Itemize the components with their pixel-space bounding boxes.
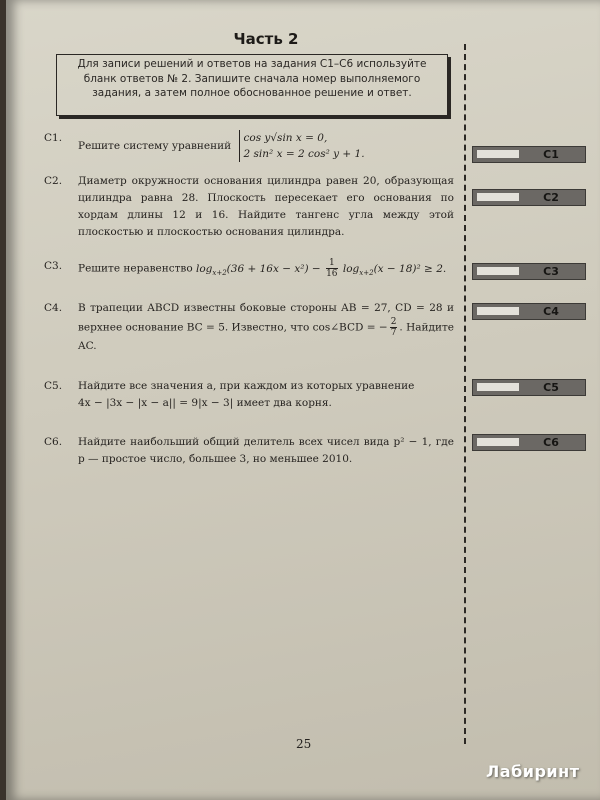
answer-box-c5 — [472, 379, 586, 396]
task-text: Решите неравенство — [78, 262, 193, 275]
task-text-a: В трапеции ABCD известны боковые стороны AB = 27, CD = 28 и верхнее основание BC = 5. Известно, что cos∠BCD = − — [78, 302, 454, 334]
answer-box-label: C6 — [543, 436, 559, 449]
answer-blank — [477, 150, 519, 158]
task-text: Диаметр окружности основания цилиндра равен 20, образующая цилиндра равна 28. Плоскость пересекает его основания по хордам длины 12 и 16. Найдите тангенс угла между этой плоскостью и плоскостью основания цилиндра. — [78, 175, 454, 238]
equation-1: cos y√sin x = 0, — [243, 132, 328, 144]
book-page — [6, 0, 600, 800]
answer-blank — [477, 193, 519, 201]
answer-blank — [477, 267, 519, 275]
task-c1 — [44, 130, 454, 162]
task-number: С3. — [44, 260, 63, 272]
answer-box-label: C1 — [543, 148, 559, 161]
log-term: $\log_{x+2}(36 + 16x - x^2)$ − — [195, 262, 321, 277]
task-c3 — [44, 258, 454, 282]
watermark-logo: Лабиринт — [486, 762, 580, 781]
fraction: $\frac{2}{7}$ — [390, 317, 397, 338]
answer-box-c6 — [472, 434, 586, 451]
page-number: 25 — [296, 737, 312, 751]
task-text: Решите систему уравнений — [78, 140, 232, 152]
task-number: С4. — [44, 302, 63, 314]
task-c5 — [44, 378, 454, 412]
task-number: С6. — [44, 436, 63, 448]
task-number: С1. — [44, 132, 63, 144]
task-number: С5. — [44, 380, 63, 392]
task-text-a: Найдите все значения a, при каждом из которых уравнение — [78, 380, 415, 392]
cut-line — [464, 44, 466, 744]
fraction: $\frac{1}{16}$ — [326, 258, 338, 279]
task-number: С2. — [44, 175, 63, 187]
equation-2: 2 sin² x = 2 cos² y + 1. — [243, 148, 365, 160]
equation-system — [239, 130, 365, 162]
answer-blank — [477, 307, 519, 315]
answer-blank — [477, 438, 519, 446]
answer-box-c2 — [472, 189, 586, 206]
instructions-box: Для записи решений и ответов на задания С1–С6 используйте бланк ответов № 2. Запишите сначала номер выполняемого задания, а затем полное обоснованное решение и ответ. — [56, 54, 448, 116]
answer-box-label: C4 — [543, 305, 559, 318]
answer-box-c3 — [472, 263, 586, 280]
answer-box-c1 — [472, 146, 586, 163]
answer-box-c4 — [472, 303, 586, 320]
task-text-b: . Найдите AC. — [78, 321, 454, 352]
task-c6 — [44, 434, 454, 468]
task-c4 — [44, 300, 454, 355]
answer-box-label: C2 — [543, 191, 559, 204]
log-term-2: $\log_{x+2}(x - 18)^2 \ge 2$. — [342, 262, 447, 277]
answer-blank — [477, 383, 519, 391]
answer-box-label: C3 — [543, 265, 559, 278]
task-text: Найдите наибольший общий делитель всех чисел вида p² − 1, где p — простое число, большее 3, но меньшее 2010. — [78, 436, 454, 465]
task-c2 — [44, 173, 454, 241]
task-text-b: 4x − |3x − |x − a|| = 9|x − 3| имеет два корня. — [78, 397, 332, 409]
part-title: Часть 2 — [233, 30, 299, 48]
answer-box-label: C5 — [543, 381, 559, 394]
